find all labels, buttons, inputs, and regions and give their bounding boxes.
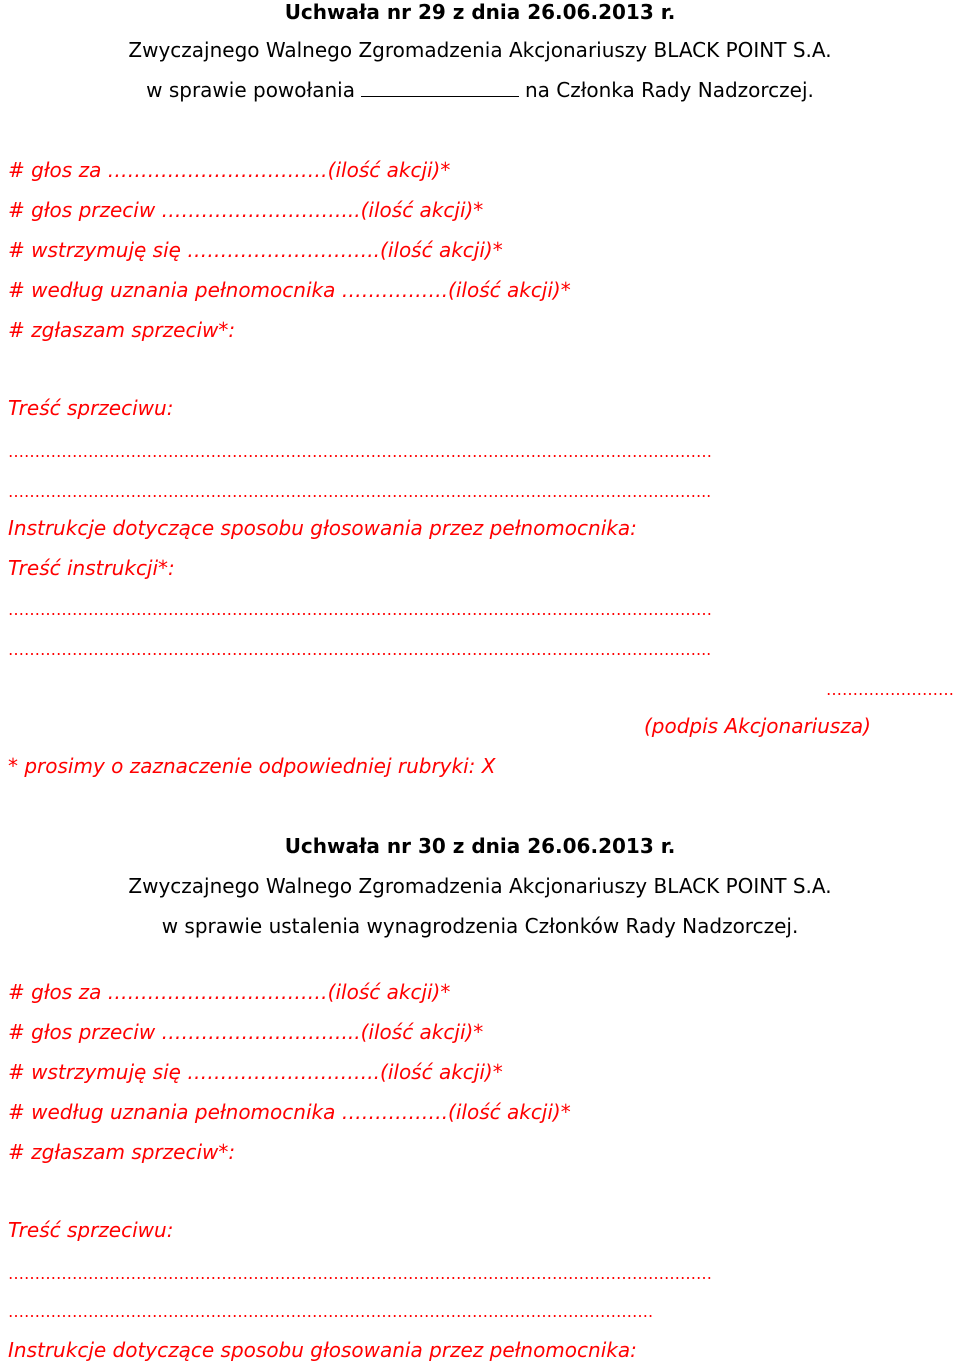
objection-line: # zgłaszam sprzeciw*: — [8, 318, 236, 342]
vote-against-line-30: # głos przeciw ………………………...(ilość akcji)* — [8, 1020, 484, 1044]
objection-dots-30-2: …………………………………………………………………………………………………………. — [8, 1302, 654, 1321]
instructions-dots-1: …………………………………………………………………………………………………………………… — [8, 600, 712, 619]
signature-dots: …………………… — [826, 680, 954, 699]
instructions-label-30: Instrukcje dotyczące sposobu głosowania przez pełnomocnika: — [8, 1338, 637, 1362]
vote-against-line: # głos przeciw ………………………...(ilość akcji)* — [8, 198, 484, 222]
vote-for-line: # głos za ……………………………(ilość akcji)* — [8, 158, 451, 182]
vote-abstain-line: # wstrzymuję się ………………………..(ilość akcji)* — [8, 238, 503, 262]
vote-for-line-30: # głos za ……………………………(ilość akcji)* — [8, 980, 451, 1004]
vote-discretion-line-30: # według uznania pełnomocnika …………….(ilość akcji)* — [8, 1100, 571, 1124]
objection-content-label-30: Treść sprzeciwu: — [8, 1218, 174, 1242]
objection-dots-1: …………………………………………………………………………………………………………………… — [8, 442, 712, 461]
subject-prefix: w sprawie powołania — [146, 78, 355, 102]
resolution-29-subtitle: Zwyczajnego Walnego Zgromadzenia Akcjonariuszy BLACK POINT S.A. — [128, 38, 832, 62]
resolution-29-subject — [0, 80, 960, 100]
instructions-label: Instrukcje dotyczące sposobu głosowania przez pełnomocnika: — [8, 516, 637, 540]
objection-line-30: # zgłaszam sprzeciw*: — [8, 1140, 236, 1164]
objection-content-label: Treść sprzeciwu: — [8, 396, 174, 420]
footnote: * prosimy o zaznaczenie odpowiedniej rubryki: X — [8, 754, 496, 778]
resolution-30-title: Uchwała nr 30 z dnia 26.06.2013 r. — [284, 834, 676, 858]
signature-label: (podpis Akcjonariusza) — [644, 714, 871, 738]
instructions-dots-2: …………………………………………………………………………………………………………………... — [8, 640, 712, 659]
resolution-30-subject: w sprawie ustalenia wynagrodzenia Członków Rady Nadzorczej. — [161, 914, 799, 938]
subject-suffix: na Członka Rady Nadzorczej. — [524, 78, 814, 102]
objection-dots-2: …………………………………………………………………………………………………………………... — [8, 482, 712, 501]
objection-dots-30-1: …………………………………………………………………………………………………………………… — [8, 1264, 712, 1283]
resolution-30-subtitle: Zwyczajnego Walnego Zgromadzenia Akcjonariuszy BLACK POINT S.A. — [128, 874, 832, 898]
vote-abstain-line-30: # wstrzymuję się ………………………..(ilość akcji)* — [8, 1060, 503, 1084]
candidate-name-blank — [361, 80, 519, 97]
vote-discretion-line: # według uznania pełnomocnika …………….(ilość akcji)* — [8, 278, 571, 302]
resolution-29-title: Uchwała nr 29 z dnia 26.06.2013 r. — [284, 0, 676, 24]
instructions-content-label: Treść instrukcji*: — [8, 556, 175, 580]
